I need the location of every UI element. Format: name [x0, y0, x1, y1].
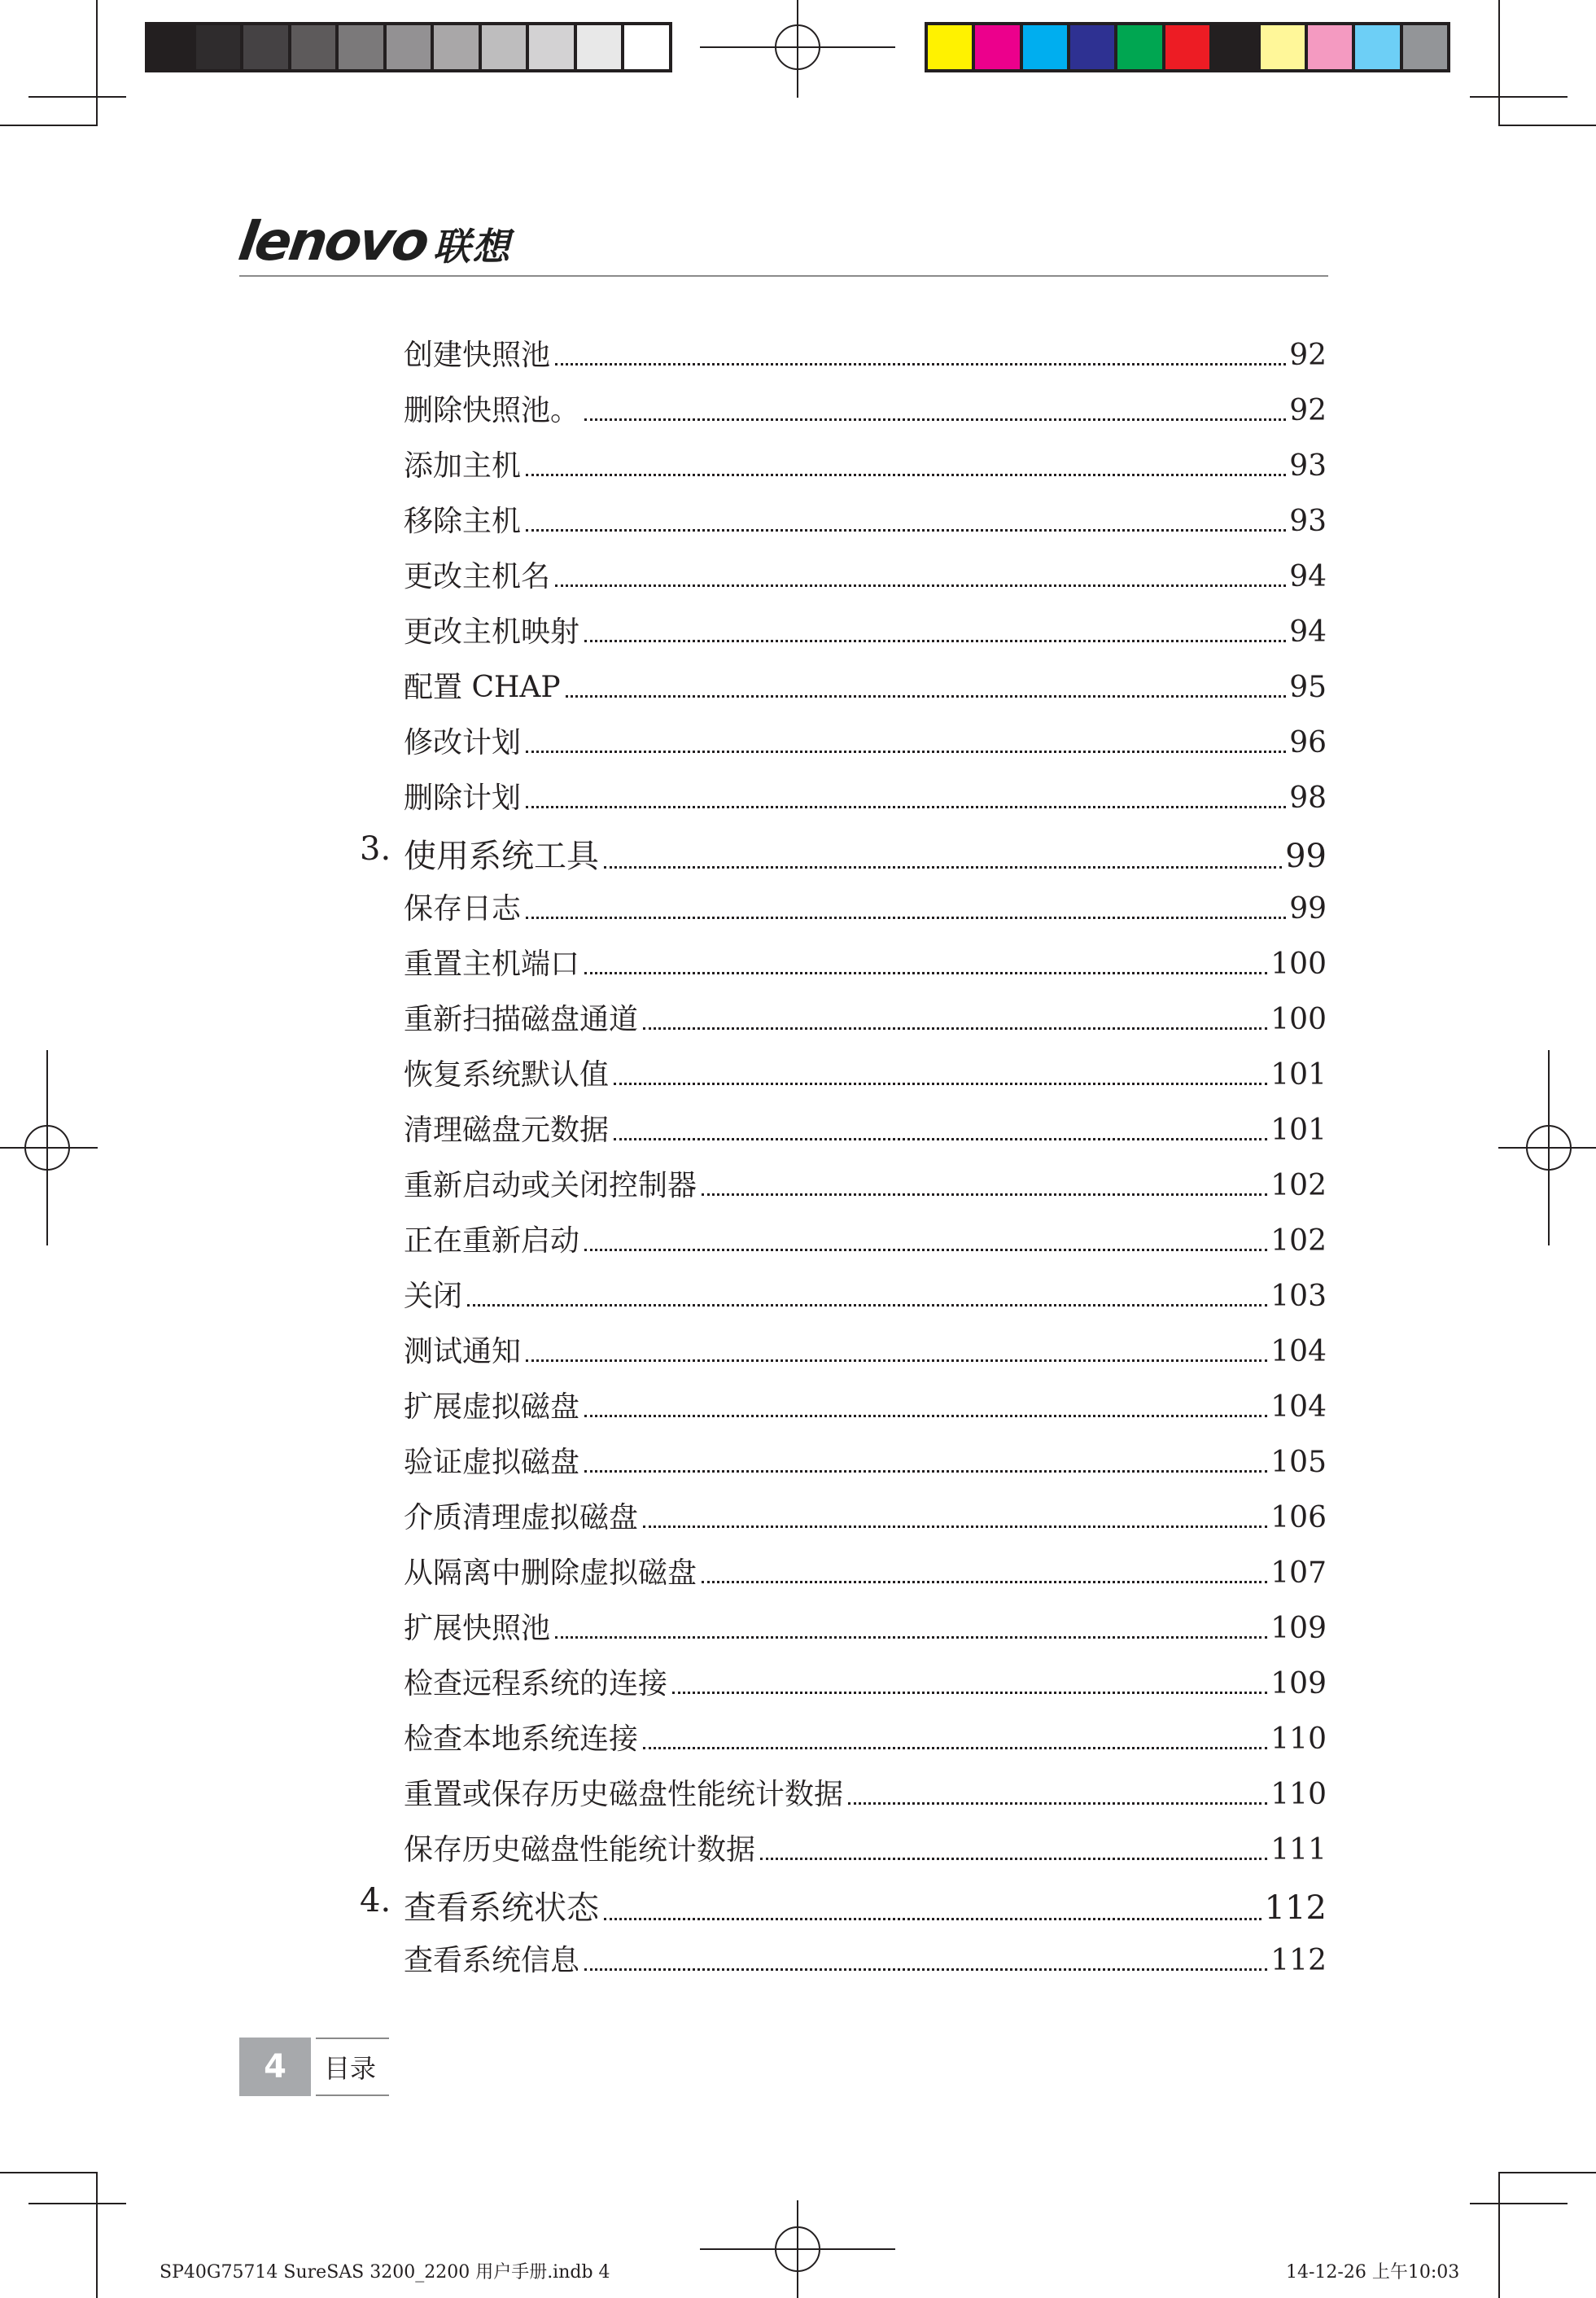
dot-leader: [526, 529, 1286, 532]
gray-swatch: [577, 25, 622, 69]
toc-entry-title: 查看系统信息: [404, 1937, 584, 1979]
toc-entry-title: 扩展虚拟磁盘: [404, 1384, 584, 1425]
toc-chapter-number: 4.: [360, 1882, 391, 1919]
header-rule: [239, 275, 1328, 277]
color-swatch: [928, 25, 972, 69]
toc-page-number: 94: [1289, 615, 1327, 649]
gray-swatch: [387, 25, 431, 69]
toc-entry-title: 修改计划: [404, 720, 526, 761]
toc-entry-title: 移除主机: [404, 498, 526, 540]
toc-page-number: 104: [1270, 1390, 1327, 1424]
dot-leader: [643, 1525, 1267, 1528]
toc-entry-title: 保存历史磁盘性能统计数据: [404, 1827, 760, 1868]
dot-leader: [555, 363, 1286, 365]
toc-page-number: 102: [1270, 1169, 1327, 1202]
toc-entry[interactable]: [404, 886, 1327, 927]
gray-swatch: [434, 25, 479, 69]
toc-entry-title: 正在重新启动: [404, 1218, 584, 1259]
toc-chapter-entry[interactable]: [360, 1882, 1327, 1928]
gray-swatch: [243, 25, 288, 69]
toc-page-number: 102: [1270, 1224, 1327, 1258]
registration-mark-top: [700, 0, 895, 98]
toc-page-number: 96: [1289, 726, 1327, 759]
toc-page-number: 112: [1264, 1889, 1327, 1927]
toc-entry-title: 删除快照池。: [404, 387, 584, 429]
toc-entry[interactable]: [404, 387, 1327, 429]
toc-page-number: 92: [1289, 394, 1327, 427]
toc-entry-title: 关闭: [404, 1273, 467, 1315]
color-swatch: [975, 25, 1019, 69]
dot-leader: [614, 1083, 1267, 1085]
dot-leader: [526, 806, 1286, 808]
dot-leader: [702, 1581, 1267, 1583]
dot-leader: [584, 418, 1286, 421]
toc-entry[interactable]: [404, 1107, 1327, 1149]
registration-mark-right: [1498, 1050, 1596, 1245]
print-slug-timestamp: 14-12-26 上午10:03: [1286, 2262, 1460, 2283]
toc-entry[interactable]: [404, 1273, 1327, 1315]
toc-page-number: 93: [1289, 449, 1327, 483]
toc-entry[interactable]: [404, 996, 1327, 1038]
toc-page-number: 109: [1270, 1667, 1327, 1701]
toc-entry-title: 恢复系统默认值: [404, 1052, 614, 1093]
toc-page-number: 98: [1289, 781, 1327, 815]
toc-entry-title: 删除计划: [404, 775, 526, 816]
dot-leader: [526, 751, 1286, 753]
toc-entry-title: 重新扫描磁盘通道: [404, 996, 643, 1038]
toc-page-number: 105: [1270, 1446, 1327, 1479]
dot-leader: [848, 1802, 1267, 1805]
dot-leader: [526, 1359, 1267, 1362]
toc-entry-title: 添加主机: [404, 443, 526, 484]
toc-page-number: 99: [1285, 838, 1327, 875]
toc-page-number: 107: [1270, 1556, 1327, 1590]
section-label-tab: 目录: [316, 2038, 389, 2096]
toc-entry-title: 重新启动或关闭控制器: [404, 1162, 702, 1204]
toc-entry[interactable]: [404, 1605, 1327, 1647]
dot-leader: [584, 1249, 1267, 1251]
toc-page-number: 101: [1270, 1114, 1327, 1147]
dot-leader: [604, 1918, 1261, 1920]
dot-leader: [467, 1304, 1267, 1307]
dot-leader: [614, 1138, 1267, 1140]
dot-leader: [566, 695, 1287, 698]
toc-entry-title: 验证虚拟磁盘: [404, 1439, 584, 1481]
color-swatch: [1213, 25, 1257, 69]
logo-wordmark: lenovo: [234, 210, 431, 273]
toc-entry[interactable]: [404, 664, 1327, 706]
registration-mark-left: [0, 1050, 98, 1245]
toc-entry[interactable]: [404, 1495, 1327, 1536]
toc-entry-title: 测试通知: [404, 1328, 526, 1370]
lenovo-logo: [234, 210, 512, 273]
toc-entry[interactable]: [404, 1384, 1327, 1425]
toc-entry[interactable]: [404, 1827, 1327, 1868]
gray-swatch: [148, 25, 193, 69]
toc-page-number: 100: [1270, 1003, 1327, 1036]
toc-entry[interactable]: [404, 720, 1327, 761]
toc-entry[interactable]: [404, 1328, 1327, 1370]
toc-entry[interactable]: [404, 443, 1327, 484]
toc-page-number: 92: [1289, 339, 1327, 372]
gray-swatch: [624, 25, 669, 69]
dot-leader: [604, 866, 1282, 869]
grayscale-calibration-bar: [145, 22, 672, 72]
toc-entry[interactable]: [404, 1550, 1327, 1591]
dot-leader: [555, 584, 1286, 587]
toc-entry[interactable]: [404, 1218, 1327, 1259]
toc-entry[interactable]: [404, 1771, 1327, 1813]
toc-entry-title: 重置或保存历史磁盘性能统计数据: [404, 1771, 848, 1813]
toc-entry-title: 保存日志: [404, 886, 526, 927]
gray-swatch: [339, 25, 383, 69]
dot-leader: [672, 1692, 1267, 1694]
toc-page-number: 99: [1289, 892, 1327, 926]
toc-page-number: 106: [1270, 1501, 1327, 1534]
logo-chinese: 联想: [433, 225, 512, 269]
color-swatch: [1117, 25, 1161, 69]
gray-swatch: [291, 25, 336, 69]
dot-leader: [760, 1858, 1267, 1860]
toc-entry[interactable]: [404, 554, 1327, 595]
toc-entry-title: 检查远程系统的连接: [404, 1661, 672, 1702]
toc-page-number: 94: [1289, 560, 1327, 593]
toc-page-number: 109: [1270, 1612, 1327, 1645]
toc-entry-title: 查看系统状态: [404, 1882, 604, 1928]
toc-entry-title: 更改主机映射: [404, 609, 584, 650]
dot-leader: [584, 1470, 1267, 1473]
dot-leader: [702, 1193, 1267, 1196]
toc-page-number: 104: [1270, 1335, 1327, 1368]
toc-entry[interactable]: [404, 1937, 1327, 1979]
toc-page-number: 93: [1289, 505, 1327, 538]
toc-page-number: 103: [1270, 1280, 1327, 1313]
toc-entry[interactable]: [404, 1661, 1327, 1702]
toc-entry[interactable]: [404, 498, 1327, 540]
gray-swatch: [482, 25, 527, 69]
dot-leader: [584, 1415, 1267, 1417]
toc-entry-title: 介质清理虚拟磁盘: [404, 1495, 643, 1536]
toc-page-number: 110: [1270, 1778, 1327, 1811]
toc-page-number: 112: [1270, 1944, 1327, 1977]
registration-mark-bottom: [700, 2200, 895, 2298]
color-calibration-bar: [925, 22, 1450, 72]
color-swatch: [1165, 25, 1209, 69]
dot-leader: [584, 1968, 1267, 1971]
dot-leader: [526, 474, 1286, 476]
gray-swatch: [529, 25, 574, 69]
dot-leader: [555, 1636, 1267, 1639]
toc-chapter-entry[interactable]: [360, 830, 1327, 877]
dot-leader: [584, 972, 1267, 974]
toc-entry-title: 清理磁盘元数据: [404, 1107, 614, 1149]
toc-entry[interactable]: [404, 775, 1327, 816]
toc-page-number: 111: [1270, 1833, 1327, 1867]
toc-entry[interactable]: [404, 1439, 1327, 1481]
page-number-tab: 4: [239, 2038, 311, 2096]
toc-page-number: 95: [1289, 671, 1327, 704]
toc-page-number: 100: [1270, 948, 1327, 981]
dot-leader: [526, 917, 1286, 919]
toc-page-number: 101: [1270, 1058, 1327, 1092]
color-swatch: [1261, 25, 1305, 69]
dot-leader: [584, 640, 1286, 642]
color-swatch: [1355, 25, 1399, 69]
toc-entry-title: 检查本地系统连接: [404, 1716, 643, 1757]
toc-page-number: 110: [1270, 1722, 1327, 1756]
toc-entry[interactable]: [404, 1162, 1327, 1204]
color-swatch: [1023, 25, 1067, 69]
toc-entry-title: 更改主机名: [404, 554, 555, 595]
toc-entry[interactable]: [404, 1052, 1327, 1093]
color-swatch: [1070, 25, 1114, 69]
toc-entry[interactable]: [404, 609, 1327, 650]
toc-entry-title: 创建快照池: [404, 332, 555, 374]
toc-entry-title: 从隔离中删除虚拟磁盘: [404, 1550, 702, 1591]
toc-entry[interactable]: [404, 1716, 1327, 1757]
toc-entry-title: 使用系统工具: [404, 830, 604, 877]
color-swatch: [1308, 25, 1352, 69]
toc-entry-title: 配置 CHAP: [404, 664, 566, 706]
toc-entry-title: 重置主机端口: [404, 941, 584, 983]
color-swatch: [1403, 25, 1447, 69]
toc-entry[interactable]: [404, 332, 1327, 374]
dot-leader: [643, 1027, 1267, 1030]
toc-entry-title: 扩展快照池: [404, 1605, 555, 1647]
toc-entry[interactable]: [404, 941, 1327, 983]
print-slug-filename: SP40G75714 SureSAS 3200_2200 用户手册.indb 4: [160, 2262, 610, 2283]
gray-swatch: [196, 25, 241, 69]
dot-leader: [643, 1747, 1267, 1749]
toc-chapter-number: 3.: [360, 830, 391, 868]
